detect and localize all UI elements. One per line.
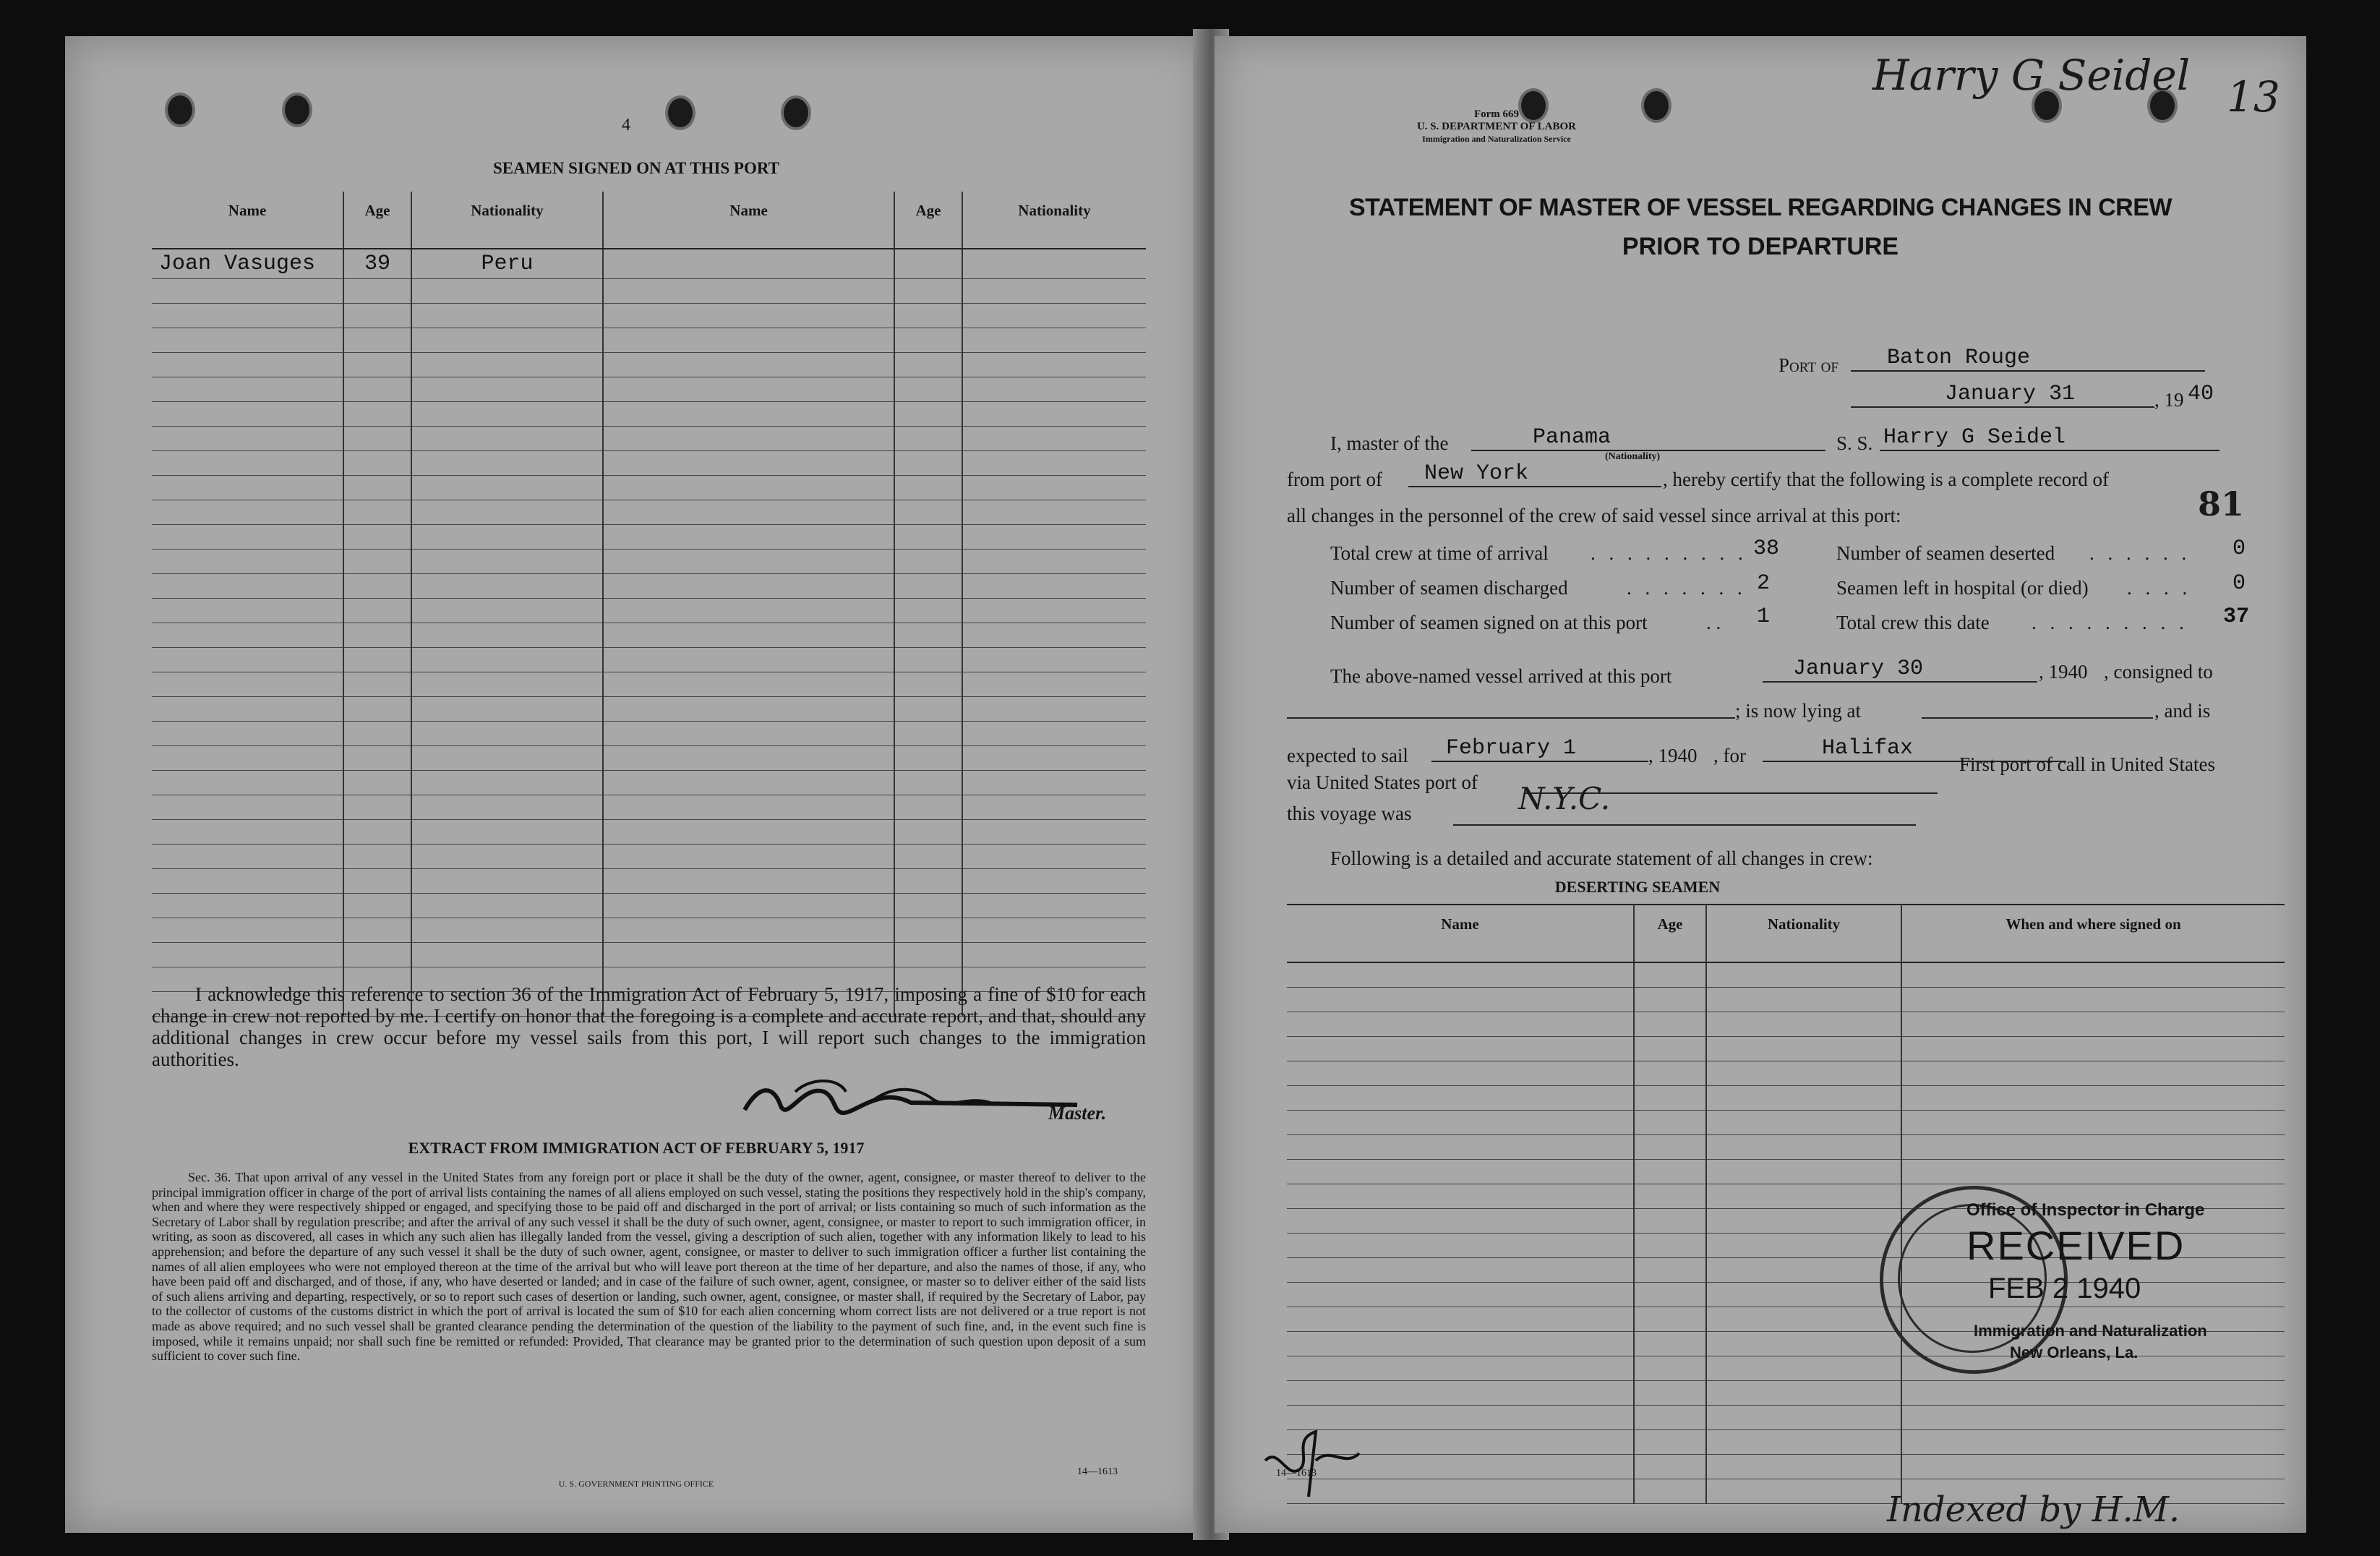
arrived-year: , 1940 bbox=[2039, 661, 2088, 683]
from-port-value: New York bbox=[1424, 461, 1529, 486]
total-crew-arrival-value: 38 bbox=[1753, 537, 1780, 561]
total-crew-arrival-label: Total crew at time of arrival bbox=[1330, 542, 1549, 564]
seaman-nationality: Peru bbox=[411, 249, 603, 279]
port-of-value: Baton Rouge bbox=[1887, 346, 2031, 370]
column-header-nationality: Nationality bbox=[411, 192, 603, 249]
nationality-caption: (Nationality) bbox=[1605, 451, 1661, 462]
expected-value: February 1 bbox=[1446, 736, 1577, 761]
expected-label: expected to sail bbox=[1287, 745, 1408, 766]
year-value: 40 bbox=[2188, 382, 2214, 406]
form-title-line2: PRIOR TO DEPARTURE bbox=[1622, 233, 1899, 260]
column-header-name: Name bbox=[603, 192, 894, 249]
discharged-label: Number of seamen discharged bbox=[1330, 577, 1568, 599]
signed-on-label: Number of seamen signed on at this port bbox=[1330, 612, 1648, 633]
nationality-value: Panama bbox=[1533, 425, 1611, 450]
seaman-age: 39 bbox=[343, 249, 411, 279]
for-label: , for bbox=[1713, 745, 1746, 766]
stamp-office-line: Office of Inspector in Charge bbox=[1966, 1200, 2205, 1220]
date-value: January 31 bbox=[1945, 382, 2076, 406]
form-code: 14—1613 bbox=[1077, 1466, 1118, 1477]
extract-text: Sec. 36. That upon arrival of any vessel in the United States from any foreign port or place it shall be the duty of the owner, agent, consignee, or master thereof to deliver to the principal immigration officer in charge of the port of arrival lists containing the names of all aliens employed on such vessel, stating the positions they respectively hold in the ship's company, when and where they were respectively shipped or engaged, and specifying those to be paid off and discharged in the port of arrival; or lists containing so much of such information as the Secretary of Labor shall by regulation prescribe; and after the arrival of any such vessel it shall be the duty of such owner, agent, consignee, or master to report to such immigration officer, in writing, as soon as discovered, all cases in which any such alien has illegally landed from the vessel, giving a description of such alien, together with any information likely to lead to his apprehension; and before the departure of any such vessel it shall be the duty of such owner, agent, consignee, or master to deliver to such immigration officer a further list containing the names of all alien employees who were not employed thereon at the time of the arrival but who will leave port thereon at the time of her departure, and also the names of those, if any, who have been paid off and discharged, and of those, if any, who have deserted or landed; and in case of the failure of such owner, agent, consignee, or master so to deliver either of the said lists of such aliens arriving and departing, respectively, or so to report such cases of desertion or landing, such owner, agent, consignee, or master shall, if required by the Secretary of Labor, pay to the collector of customs of the customs district in which the port of arrival is located the sum of $10 for each alien concerning whom correct lists are not delivered or a true report is not made as above required; and no such vessel shall be granted clearance pending the determination of the question of the liability to the payment of such fine, and, in the event such fine is imposed, while it remains unpaid; nor shall such fine be remitted or refunded: Provided, That clearance may be granted prior to the determination of such question upon deposit of a sum sufficient to cover such fine. bbox=[152, 1170, 1146, 1364]
voyage-value: N.Y.C. bbox=[1518, 781, 1611, 816]
column-header-age: Age bbox=[894, 192, 962, 249]
and-is-label: , and is bbox=[2154, 700, 2211, 722]
certify-text: , hereby certify that the following is a complete record of bbox=[1663, 469, 2110, 490]
received-stamp bbox=[1865, 1164, 2241, 1439]
column-header-age: Age bbox=[343, 192, 411, 249]
first-port-label: First port of call in United States bbox=[1959, 753, 2215, 775]
left-page bbox=[65, 36, 1207, 1533]
stamp-immigration: Immigration and Naturalization bbox=[1974, 1322, 2207, 1340]
column-header-nationality: Nationality bbox=[962, 192, 1146, 249]
punch-hole bbox=[1641, 88, 1671, 123]
year-prefix: , 19 bbox=[2154, 389, 2184, 411]
printer-line: U. S. GOVERNMENT PRINTING OFFICE bbox=[558, 1479, 714, 1489]
punch-hole bbox=[665, 95, 695, 130]
for-value: Halifax bbox=[1822, 736, 1914, 761]
handwritten-ship-name: Harry G Seidel bbox=[1872, 51, 2191, 100]
seamen-signed-on-table bbox=[152, 192, 1146, 1017]
handwritten-81: 81 bbox=[2198, 484, 2245, 523]
form-code: 14—1613 bbox=[1276, 1468, 1317, 1479]
department-name: U. S. DEPARTMENT OF LABOR bbox=[1416, 121, 1577, 132]
stamp-city: New Orleans, La. bbox=[2010, 1343, 2139, 1362]
master-label: Master. bbox=[1048, 1103, 1107, 1124]
left-table-title: SEAMEN SIGNED ON AT THIS PORT bbox=[492, 159, 780, 177]
right-page: Harry G Seidel 13 Form 669 U. S. DEPARTMENT OF LABOR Immigration and Naturalization Service STATEMENT OF MASTER OF VESSEL REGARDING CHANGES IN CREW PRIOR TO DEPARTURE Port of Baton Rouge January 31 , 19 40 I, master of the Panama (Nationality) S. S. Harry G Seidel from port of New York , hereby certify that the following is a complete record of all changes in the personnel of the crew of said vessel since arrival at this port: 81 Total crew at time of arrival . . . . . . . . . 38 Number of seamen discharged . . . . . . . 2 Number of seamen signed on at this port . . 1 Number of seamen deserted . . . . . . 0 Seamen left in hospital (or died) . . . . 0 Total crew this date . . . . . . . . . 37 The above-named vessel arrived at this port January 30 , 1940 , consigned to ; is now lying at , and is expected to sail February 1 , 1940 , for Halifax via United States port of First port of call in United States this voyage was N.Y.C. Following is a detailed and accurate statement of all changes in crew: DESERTING SEAMEN Name Age Nationality When and where signed on Office of Inspector in Charge RECEIVED FEB 2 1940 Immigration and Naturalization New Orleans, La. 14—1613 Indexed by H.M. bbox=[1215, 36, 2306, 1533]
column-header-nationality: Nationality bbox=[1706, 905, 1901, 962]
punch-hole bbox=[165, 93, 195, 127]
handwritten-page-number: 13 bbox=[2227, 72, 2280, 121]
deserted-value: 0 bbox=[2233, 537, 2246, 561]
seaman-name: Joan Vasuges bbox=[152, 249, 343, 279]
lying-label: ; is now lying at bbox=[1735, 700, 1861, 722]
table-row bbox=[152, 249, 1146, 279]
all-changes-text: all changes in the personnel of the crew of said vessel since arrival at this port: bbox=[1287, 505, 1901, 526]
acknowledgement-text: I acknowledge this reference to section 36 of the Immigration Act of February 5, 1917, imposing a fine of $10 for each change in crew not reported by me. I certify on honor that the foregoing is a complete and accurate report, and that, should any additional changes in crew occur before my vessel sails from this port, I will report such changes to the immigration authorities. bbox=[152, 983, 1146, 1070]
from-port-label: from port of bbox=[1287, 469, 1382, 490]
column-header-signed-on: When and where signed on bbox=[1901, 905, 2285, 962]
stamp-date: FEB 2 1940 bbox=[1988, 1273, 2141, 1304]
arrived-value: January 30 bbox=[1793, 657, 1924, 681]
stamp-received: RECEIVED bbox=[1966, 1223, 2186, 1268]
total-crew-date-label: Total crew this date bbox=[1836, 612, 1990, 633]
voyage-label: this voyage was bbox=[1287, 803, 1412, 824]
total-crew-date-value: 37 bbox=[2223, 604, 2250, 629]
master-of-label: I, master of the bbox=[1330, 432, 1449, 454]
port-of-label: Port of bbox=[1778, 354, 1838, 376]
hospital-label: Seamen left in hospital (or died) bbox=[1836, 577, 2089, 599]
expected-year: , 1940 bbox=[1648, 745, 1698, 766]
form-header bbox=[1381, 108, 1612, 145]
extract-title: EXTRACT FROM IMMIGRATION ACT OF FEBRUARY 5, 1917 bbox=[408, 1139, 865, 1157]
punch-hole bbox=[282, 93, 312, 127]
via-label: via United States port of bbox=[1287, 771, 1478, 793]
ship-name: Harry G Seidel bbox=[1883, 425, 2066, 450]
signed-on-value: 1 bbox=[1757, 604, 1771, 629]
indexed-note: Indexed by H.M. bbox=[1887, 1489, 2180, 1530]
deserting-title: DESERTING SEAMEN bbox=[1554, 878, 1721, 896]
punch-hole bbox=[781, 95, 811, 130]
deserted-label: Number of seamen deserted bbox=[1836, 542, 2055, 564]
form-number: Form 669 bbox=[1473, 108, 1520, 120]
column-header-name: Name bbox=[1287, 905, 1634, 962]
page-number: 4 bbox=[622, 116, 630, 134]
following-text: Following is a detailed and accurate statement of all changes in crew: bbox=[1330, 847, 1873, 869]
column-header-name: Name bbox=[152, 192, 343, 249]
discharged-value: 2 bbox=[1757, 571, 1771, 596]
service-name: Immigration and Naturalization Service bbox=[1422, 134, 1571, 144]
column-header-age: Age bbox=[1634, 905, 1706, 962]
initials-scribble bbox=[1258, 1417, 1366, 1504]
ss-label: S. S. bbox=[1836, 432, 1873, 454]
hospital-value: 0 bbox=[2233, 571, 2246, 596]
consigned-label: , consigned to bbox=[2104, 661, 2213, 683]
arrived-label: The above-named vessel arrived at this port bbox=[1330, 665, 1672, 687]
form-title-line1: STATEMENT OF MASTER OF VESSEL REGARDING CHANGES IN CREW bbox=[1349, 194, 2172, 221]
